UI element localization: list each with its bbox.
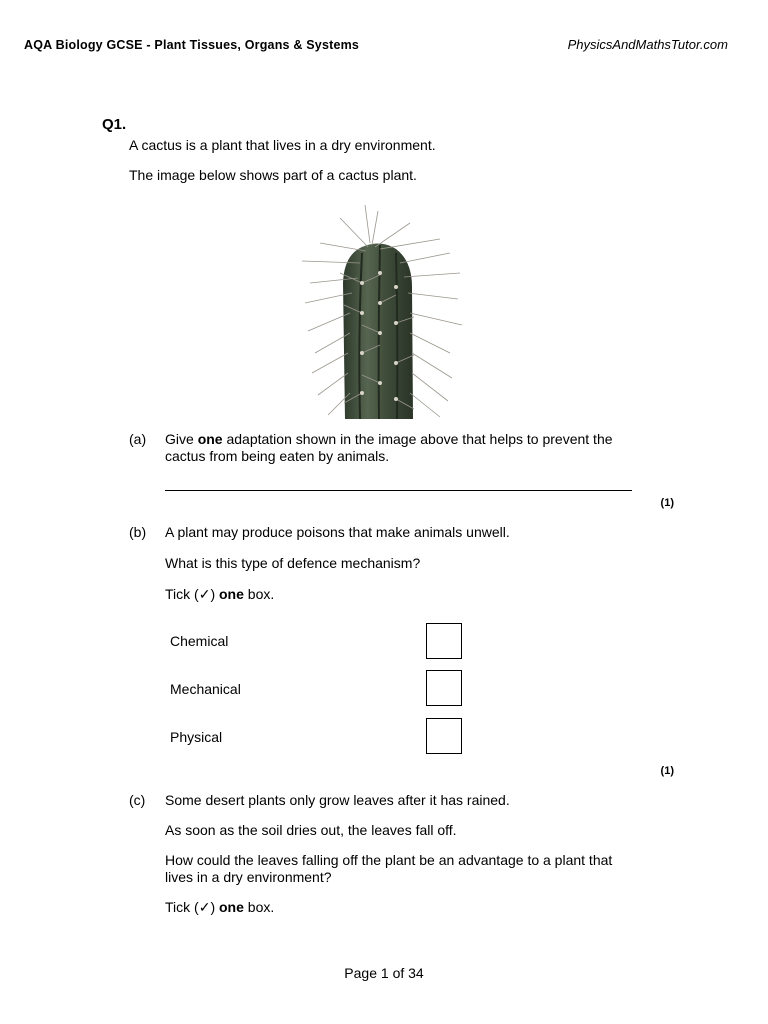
part-a-text-line2: cactus from being eaten by animals. xyxy=(165,448,390,464)
part-c-tick-instruction xyxy=(165,899,645,916)
part-a-label: (a) xyxy=(129,431,147,447)
option-mechanical-checkbox[interactable] xyxy=(426,670,462,706)
question-intro-1: A cactus is a plant that lives in a dry environment. xyxy=(129,137,436,153)
part-c-tick-bold: one xyxy=(219,899,244,915)
footer-page-num: 1 xyxy=(380,965,389,981)
tick-icon: ✓ xyxy=(198,586,211,602)
option-chemical-checkbox[interactable] xyxy=(426,623,462,659)
part-c-question-line1: How could the leaves falling off the plant be an advantage to a plant that xyxy=(165,852,613,868)
part-c-tick-pre: Tick ( xyxy=(165,899,199,915)
header-title: AQA Biology GCSE - Plant Tissues, Organs & Systems xyxy=(24,38,360,52)
part-b-label: (b) xyxy=(129,524,147,540)
part-b-tick-pre: Tick ( xyxy=(165,586,199,602)
part-a-answer-line[interactable] xyxy=(165,490,632,491)
footer-page-label: Page xyxy=(344,965,377,981)
part-a-text-post: adaptation shown in the image above that helps to prevent the xyxy=(222,431,613,447)
part-b-tick-post: box. xyxy=(243,586,275,602)
header-site: PhysicsAndMathsTutor.com xyxy=(567,37,728,52)
option-physical-label: Physical xyxy=(170,729,223,745)
part-c-question xyxy=(165,852,645,886)
footer-of-label: of xyxy=(392,965,405,981)
part-c-question-line2: lives in a dry environment? xyxy=(165,869,332,885)
page-footer xyxy=(0,965,768,981)
question-intro-2: The image below shows part of a cactus plant. xyxy=(129,167,417,183)
part-b-tick-bold: one xyxy=(219,586,244,602)
part-c-tick-mid: ) xyxy=(210,899,219,915)
option-chemical-label: Chemical xyxy=(170,633,229,649)
part-c-text: Some desert plants only grow leaves after it has rained. xyxy=(165,792,510,808)
tick-icon: ✓ xyxy=(198,899,211,915)
cactus-photo xyxy=(300,203,465,419)
part-a-marks: (1) xyxy=(660,497,674,509)
part-b-text: A plant may produce poisons that make animals unwell. xyxy=(165,524,510,540)
part-b-tick-mid: ) xyxy=(210,586,219,602)
part-c-text-2: As soon as the soil dries out, the leaves fall off. xyxy=(165,822,457,838)
footer-page-total: 34 xyxy=(408,965,424,981)
part-b-marks: (1) xyxy=(660,765,674,777)
part-a-text-bold: one xyxy=(197,431,223,447)
part-c-tick-post: box. xyxy=(243,899,275,915)
part-b-question: What is this type of defence mechanism? xyxy=(165,555,421,571)
part-a-text xyxy=(165,431,645,465)
question-number: Q1. xyxy=(102,116,127,133)
option-mechanical-label: Mechanical xyxy=(170,681,241,697)
option-physical-checkbox[interactable] xyxy=(426,718,462,754)
part-a-text-pre: Give xyxy=(165,431,198,447)
part-b-tick-instruction xyxy=(165,586,645,603)
part-c-label: (c) xyxy=(129,792,146,808)
